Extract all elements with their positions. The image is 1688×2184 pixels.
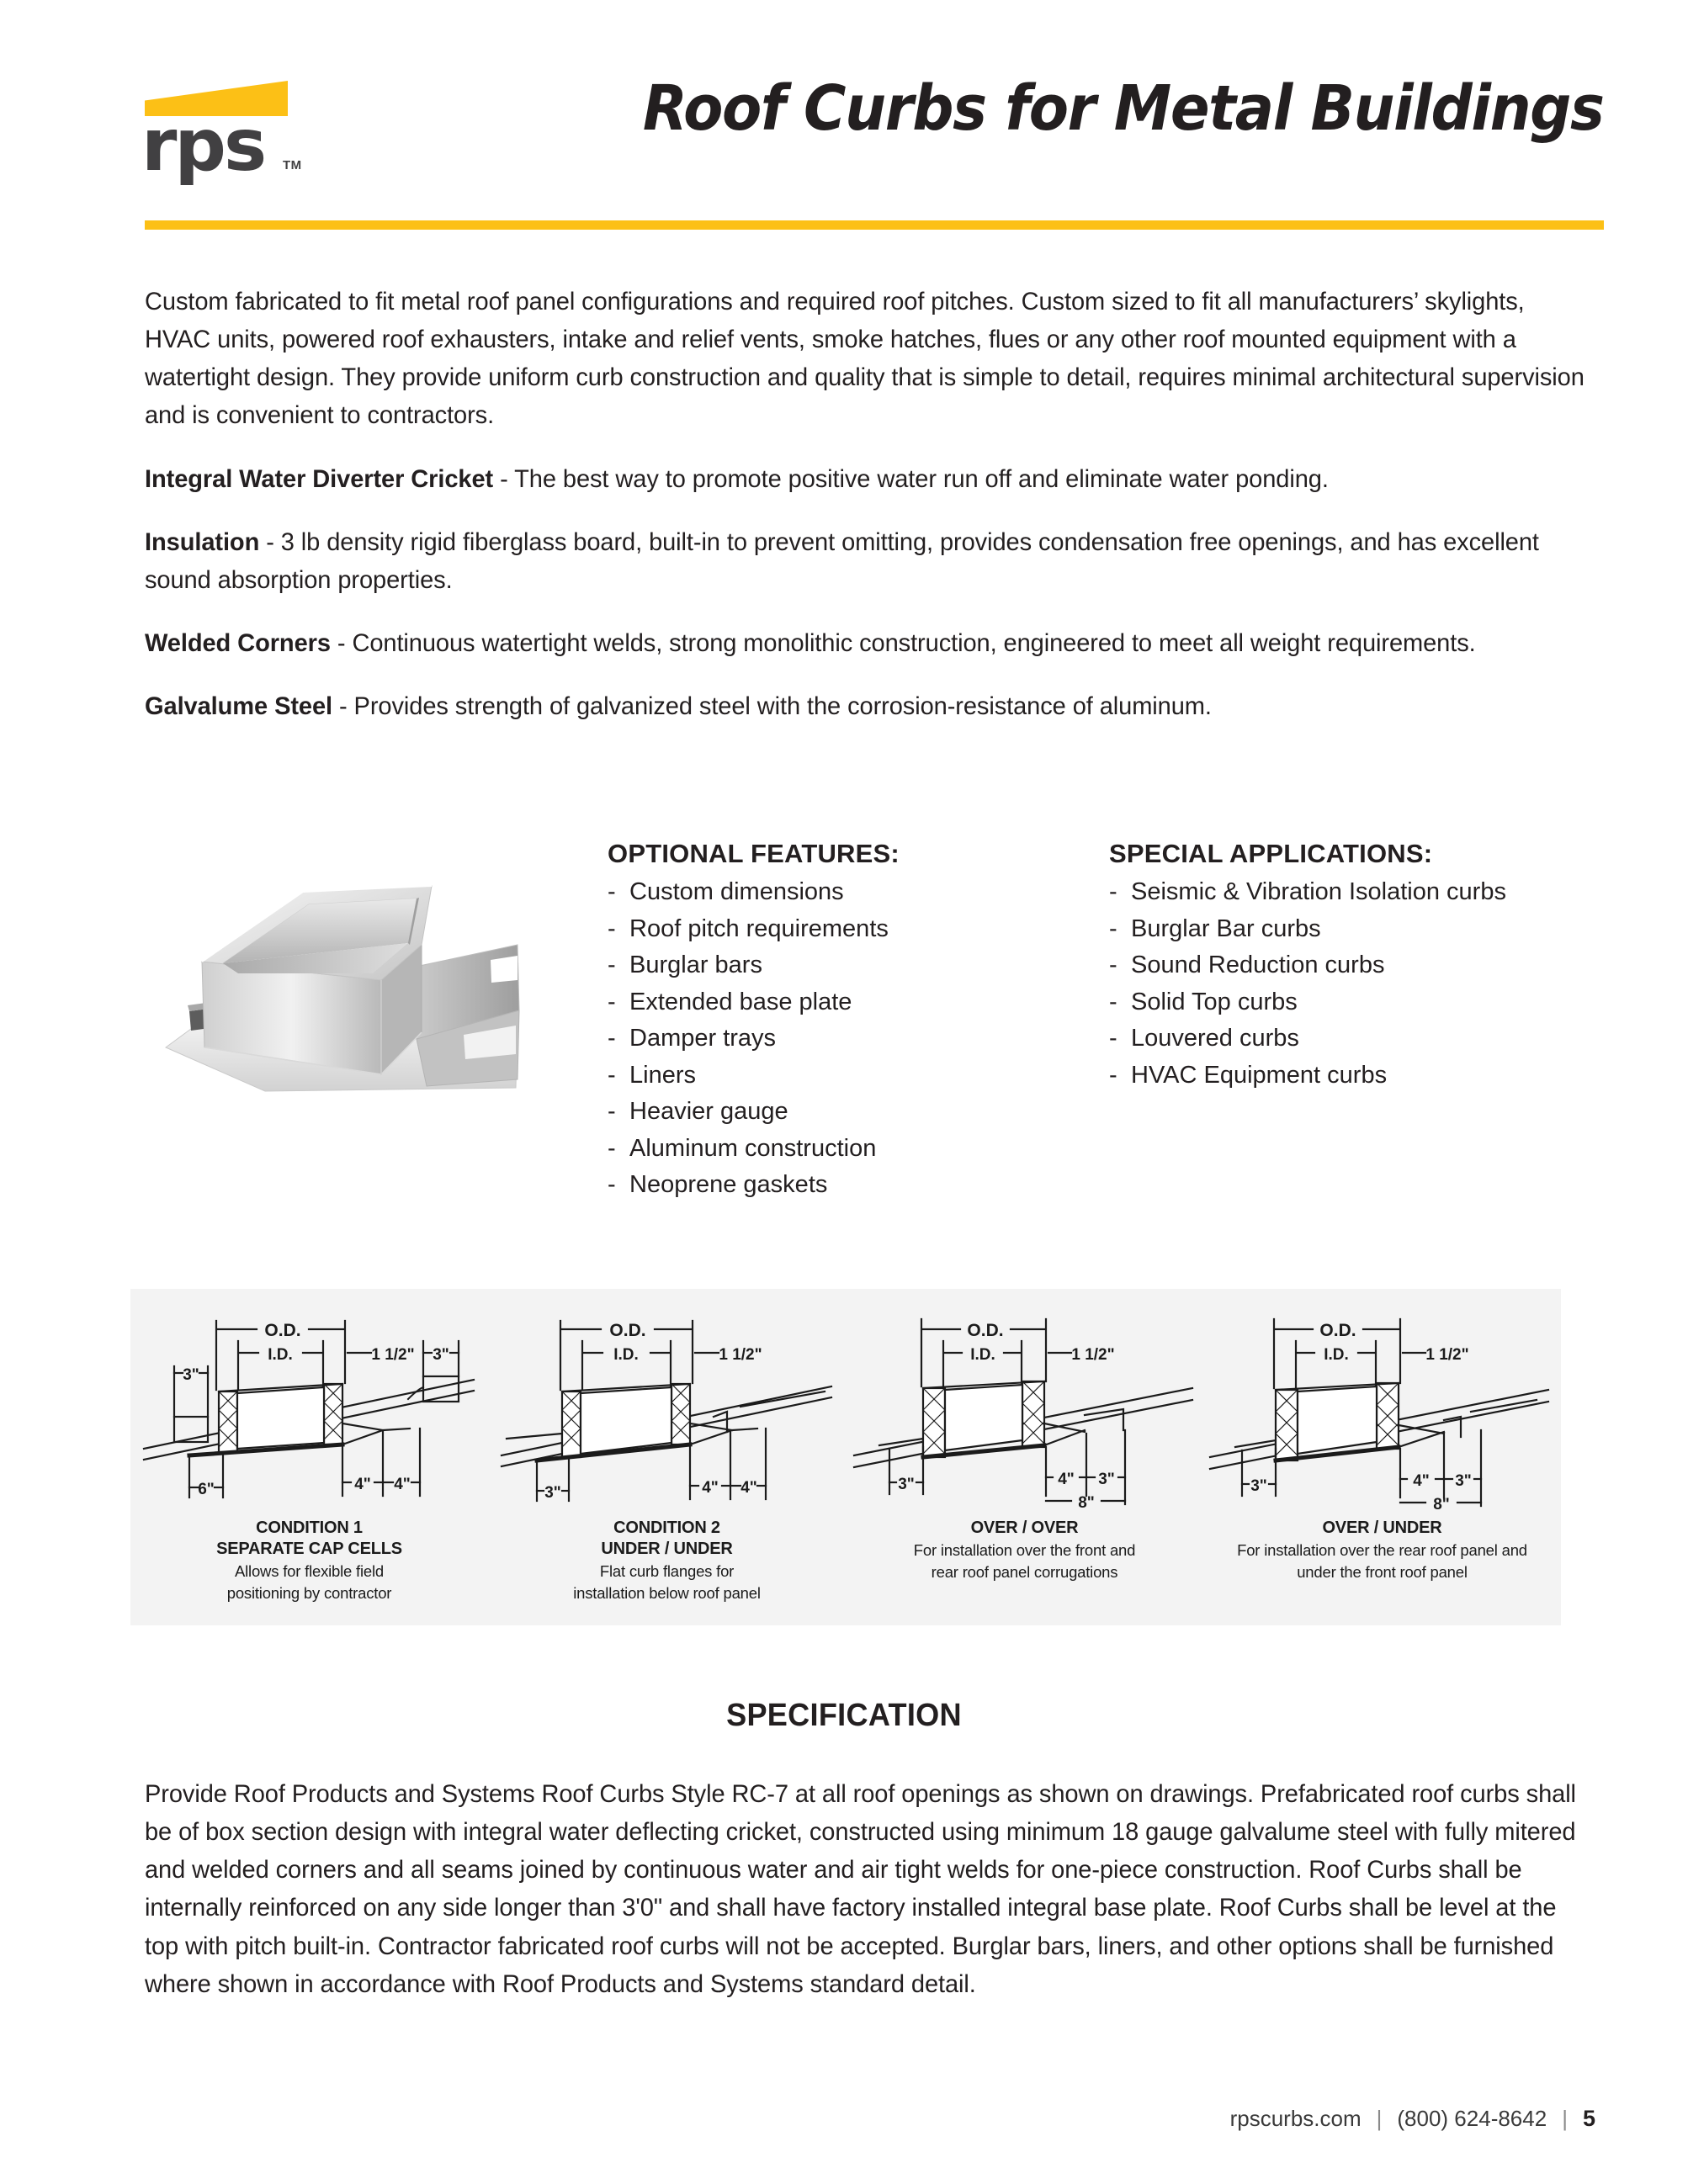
bullet-dash-icon: - — [608, 952, 616, 978]
bullet-dash-icon: - — [608, 1061, 616, 1089]
list-item — [608, 1058, 1079, 1095]
diagram-caption — [1203, 1518, 1561, 1582]
features-section — [0, 820, 1688, 1198]
list-item-label: Heavier gauge — [629, 1098, 788, 1125]
dim-offset: 1 1/2" — [371, 1346, 415, 1364]
diagram-caption — [846, 1518, 1203, 1582]
dim-id: I.D. — [268, 1346, 293, 1364]
specification-text: Provide Roof Products and Systems Roof Curbs Style RC-7 at all roof openings as shown on drawings. Prefabricated roof curbs shall be of box section design with integral water deflecting cricket, constructed using minimum 18 gauge galvalume steel with fully mitered and welded corners and all seams joined by continuous water and air tight welds for one-piece construction. Roof Curbs shall be internally reinforced on any side longer than 3'0" and shall have factory installed integral base plate. Roof Curbs shall be level at the top with pitch built-in. Contractor fabricated roof curbs will not be accepted. Burglar bars, liners, and other options shall be furnished where shown in accordance with Roof Products and Systems standard detail. — [145, 1780, 1576, 1998]
list-item — [608, 1131, 1079, 1168]
diagram-subtitle-line1: Flat curb flanges for — [599, 1562, 735, 1580]
list-item-label: Burglar bars — [629, 952, 762, 978]
feature-paragraph-insulation — [145, 523, 1587, 599]
diagram-over-over — [846, 1289, 1203, 1625]
list-item — [608, 874, 1079, 911]
dim-id: I.D. — [1324, 1346, 1349, 1364]
list-item — [1109, 984, 1631, 1021]
dim-od: O.D. — [967, 1321, 1004, 1340]
header-accent-rule — [145, 220, 1604, 230]
bullet-dash-icon: - — [608, 1134, 616, 1162]
dim-base-right: 3" — [1455, 1472, 1472, 1490]
logo-wordmark: rps — [141, 103, 265, 188]
footer-phone[interactable]: (800) 624-8642 — [1397, 2106, 1547, 2131]
intro-content — [145, 283, 1609, 725]
list-item — [1109, 1020, 1631, 1058]
dim-base-mid: 4" — [1058, 1471, 1075, 1488]
intro-paragraph: Custom fabricated to fit metal roof panel configurations and required roof pitches. Custom sized to fit all manufacturers’ skylights, HVAC units, powered roof exhausters, intake and relief vents, smoke hatches, flues or any other roof mounted equipment with a watertight design. They provide uniform curb construction and quality that is simple to detail, requires minimal architectural supervision and is convenient to contractors. — [145, 288, 1584, 430]
feature-paragraph-welded-corners — [145, 624, 1587, 662]
list-item-label: Louvered curbs — [1131, 1025, 1299, 1052]
dim-offset: 1 1/2" — [719, 1346, 762, 1364]
list-item — [608, 984, 1079, 1021]
bullet-dash-icon: - — [608, 1098, 616, 1125]
dim-base-mid: 4" — [1413, 1472, 1430, 1490]
diagram-over-under — [1203, 1289, 1561, 1625]
list-item — [1109, 1058, 1631, 1095]
bullet-dash-icon: - — [608, 1171, 616, 1198]
list-item-label: Aluminum construction — [629, 1134, 877, 1162]
dim-base-total: 8" — [1078, 1494, 1095, 1512]
diagram-caption — [130, 1518, 488, 1603]
specification-heading: SPECIFICATION — [726, 1698, 962, 1733]
list-item-label: Damper trays — [629, 1025, 777, 1052]
footer-website[interactable]: rpscurbs.com — [1229, 2106, 1362, 2131]
roof-curb-product-image — [164, 846, 526, 1123]
dim-od: O.D. — [264, 1321, 301, 1340]
diagram-subtitle-line2: under the front roof panel — [1297, 1562, 1468, 1581]
feature-lead-insulation: Insulation — [145, 527, 260, 556]
dim-base-total: 8" — [1433, 1496, 1450, 1513]
dim-left-height: 3" — [544, 1484, 561, 1502]
diagram-title-line2: UNDER / UNDER — [601, 1540, 733, 1558]
diagram-subtitle-line2: positioning by contractor — [226, 1583, 392, 1602]
footer-separator-2: | — [1562, 2106, 1568, 2131]
list-item — [608, 947, 1079, 984]
list-item — [608, 1167, 1079, 1204]
bullet-dash-icon: - — [1109, 988, 1117, 1015]
dim-od: O.D. — [609, 1321, 646, 1340]
dim-offset: 1 1/2" — [1425, 1346, 1469, 1364]
special-applications-heading: SPECIAL APPLICATIONS: — [1109, 839, 1433, 868]
logo-trademark-mark: TM — [283, 158, 302, 172]
list-item — [608, 1094, 1079, 1131]
feature-text-cricket: - The best way to promote positive water run off and eliminate water ponding. — [493, 464, 1329, 493]
diagram-condition-1 — [130, 1289, 488, 1625]
diagram-title-line2: SEPARATE CAP CELLS — [216, 1540, 402, 1558]
feature-text-insulation: - 3 lb density rigid fiberglass board, built-in to prevent omitting, provides condensation free openings, and has excellent sound absorption properties. — [145, 527, 1539, 594]
list-item-label: Seismic & Vibration Isolation curbs — [1131, 878, 1506, 905]
diagram-subtitle-line2: installation below roof panel — [573, 1583, 761, 1602]
dim-base-right: 4" — [394, 1476, 411, 1493]
dim-base-mid: 4" — [354, 1476, 371, 1493]
feature-lead-galvalume: Galvalume Steel — [145, 692, 333, 720]
bullet-dash-icon: - — [1109, 952, 1117, 978]
list-item — [1109, 947, 1631, 984]
list-item-label: Neoprene gaskets — [629, 1171, 828, 1198]
bullet-dash-icon: - — [608, 914, 616, 942]
installation-conditions-band — [130, 1289, 1561, 1625]
feature-paragraph-cricket — [145, 460, 1587, 498]
feature-lead-cricket: Integral Water Diverter Cricket — [145, 464, 494, 493]
dim-id: I.D. — [613, 1346, 639, 1364]
diagram-title-line1: CONDITION 2 — [613, 1519, 720, 1537]
diagram-title-line1: CONDITION 1 — [256, 1519, 363, 1537]
bullet-dash-icon: - — [608, 988, 616, 1015]
dim-od: O.D. — [1319, 1321, 1356, 1340]
list-item-label: Extended base plate — [629, 988, 852, 1015]
diagram-subtitle-line1: For installation over the front and — [913, 1541, 1136, 1559]
dim-left-height: 3" — [1250, 1477, 1267, 1495]
bullet-dash-icon: - — [1109, 914, 1117, 942]
feature-text-welded-corners: - Continuous watertight welds, strong monolithic construction, engineered to meet all weight requirements. — [330, 628, 1476, 657]
list-item — [608, 911, 1079, 948]
feature-paragraph-galvalume — [145, 687, 1587, 725]
diagram-condition-2 — [488, 1289, 846, 1625]
special-applications-list — [1109, 874, 1631, 1094]
footer-separator-1: | — [1376, 2106, 1383, 2131]
dim-base-right: 4" — [740, 1479, 757, 1497]
bullet-dash-icon: - — [608, 1025, 616, 1052]
list-item-label: Liners — [629, 1061, 696, 1089]
diagram-subtitle-line1: Allows for flexible field — [235, 1562, 384, 1580]
dim-right-height: 3" — [433, 1346, 449, 1364]
page-number: 5 — [1582, 2106, 1595, 2131]
dim-id: I.D. — [970, 1346, 995, 1364]
diagram-subtitle-line1: For installation over the rear roof panel and — [1237, 1541, 1527, 1559]
list-item — [1109, 874, 1631, 911]
dim-base-mid: 4" — [702, 1479, 719, 1497]
diagram-subtitle-line2: rear roof panel corrugations — [931, 1562, 1118, 1581]
diagram-title-line1: OVER / OVER — [970, 1519, 1079, 1537]
list-item-label: Sound Reduction curbs — [1131, 952, 1385, 978]
dim-base-left: 6" — [198, 1481, 215, 1498]
page-header — [0, 0, 1688, 244]
bullet-dash-icon: - — [1109, 1061, 1117, 1089]
list-item-label: Burglar Bar curbs — [1131, 914, 1321, 942]
list-item-label: Solid Top curbs — [1131, 988, 1298, 1015]
feature-lead-welded-corners: Welded Corners — [145, 628, 331, 657]
list-item — [608, 1020, 1079, 1058]
specification-body — [145, 1775, 1613, 2003]
dim-base-right: 3" — [1098, 1471, 1115, 1488]
special-applications-column — [1109, 839, 1631, 1094]
rps-logo — [141, 81, 305, 190]
list-item-label: Custom dimensions — [629, 878, 844, 905]
list-item-label: Roof pitch requirements — [629, 914, 889, 942]
bullet-dash-icon: - — [1109, 878, 1117, 905]
diagram-title-line1: OVER / UNDER — [1322, 1519, 1442, 1537]
list-item — [1109, 911, 1631, 948]
feature-text-galvalume: - Provides strength of galvanized steel with the corrosion-resistance of aluminum. — [332, 692, 1212, 720]
page-footer — [1230, 2106, 1595, 2132]
dim-left-height: 3" — [898, 1476, 915, 1493]
bullet-dash-icon: - — [1109, 1025, 1117, 1052]
diagram-caption — [488, 1518, 846, 1603]
bullet-dash-icon: - — [608, 878, 616, 905]
page-title: Roof Curbs for Metal Buildings — [643, 72, 1604, 145]
list-item-label: HVAC Equipment curbs — [1131, 1061, 1388, 1089]
optional-features-column — [608, 839, 1079, 1204]
dim-offset: 1 1/2" — [1071, 1346, 1115, 1364]
dim-left-height: 3" — [183, 1366, 199, 1384]
optional-features-heading: OPTIONAL FEATURES: — [608, 839, 900, 868]
optional-features-list — [608, 874, 1079, 1204]
